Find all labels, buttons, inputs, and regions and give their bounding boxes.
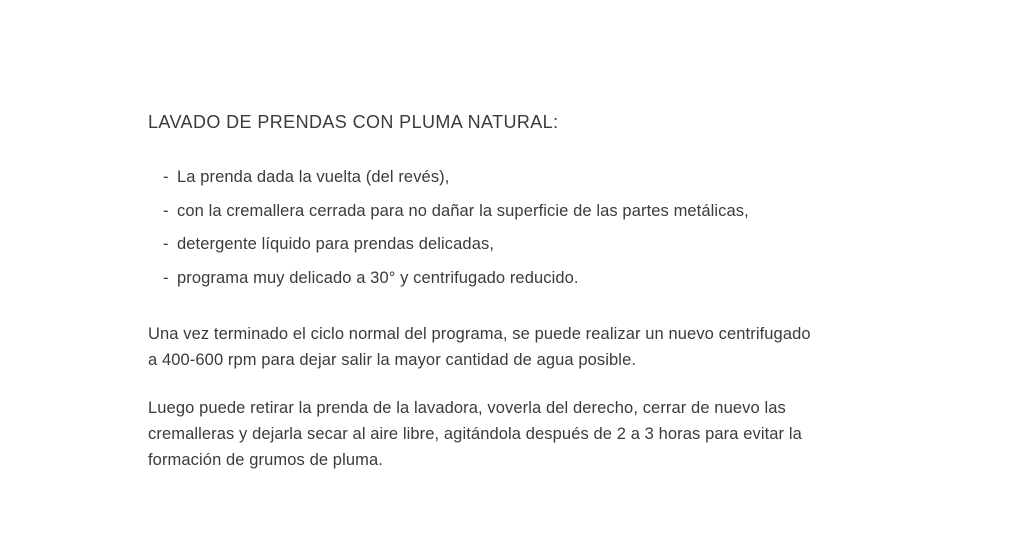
- paragraph: [148, 395, 894, 473]
- bullet-dash: -: [163, 268, 169, 287]
- list-item: [163, 269, 894, 287]
- document-title: LAVADO DE PRENDAS CON PLUMA NATURAL:: [148, 112, 559, 132]
- bullet-text: La prenda dada la vuelta (del revés),: [177, 168, 450, 186]
- bullet-dash: -: [163, 201, 169, 220]
- bullet-dash: -: [163, 168, 169, 186]
- list-item: [163, 235, 894, 253]
- paragraph-line: Una vez terminado el ciclo normal del programa, se puede realizar un nuevo centrifugado: [148, 324, 811, 343]
- list-item: [163, 168, 894, 186]
- paragraph-line: a 400-600 rpm para dejar salir la mayor cantidad de agua posible.: [148, 350, 637, 369]
- bullet-dash: -: [163, 235, 169, 253]
- list-item: [163, 202, 894, 220]
- paragraph-line: formación de grumos de pluma.: [148, 450, 383, 469]
- bullet-text: detergente líquido para prendas delicadas,: [177, 235, 495, 253]
- paragraph: [148, 321, 894, 373]
- bullet-text: con la cremallera cerrada para no dañar la superficie de las partes metálicas,: [177, 201, 749, 220]
- paragraph-line: cremalleras y dejarla secar al aire libre, agitándola después de 2 a 3 horas para evitar la: [148, 424, 802, 443]
- paragraph-line: Luego puede retirar la prenda de la lavadora, voverla del derecho, cerrar de nuevo las: [148, 398, 786, 417]
- bullet-list: [163, 168, 894, 287]
- bullet-text: programa muy delicado a 30° y centrifugado reducido.: [177, 268, 579, 287]
